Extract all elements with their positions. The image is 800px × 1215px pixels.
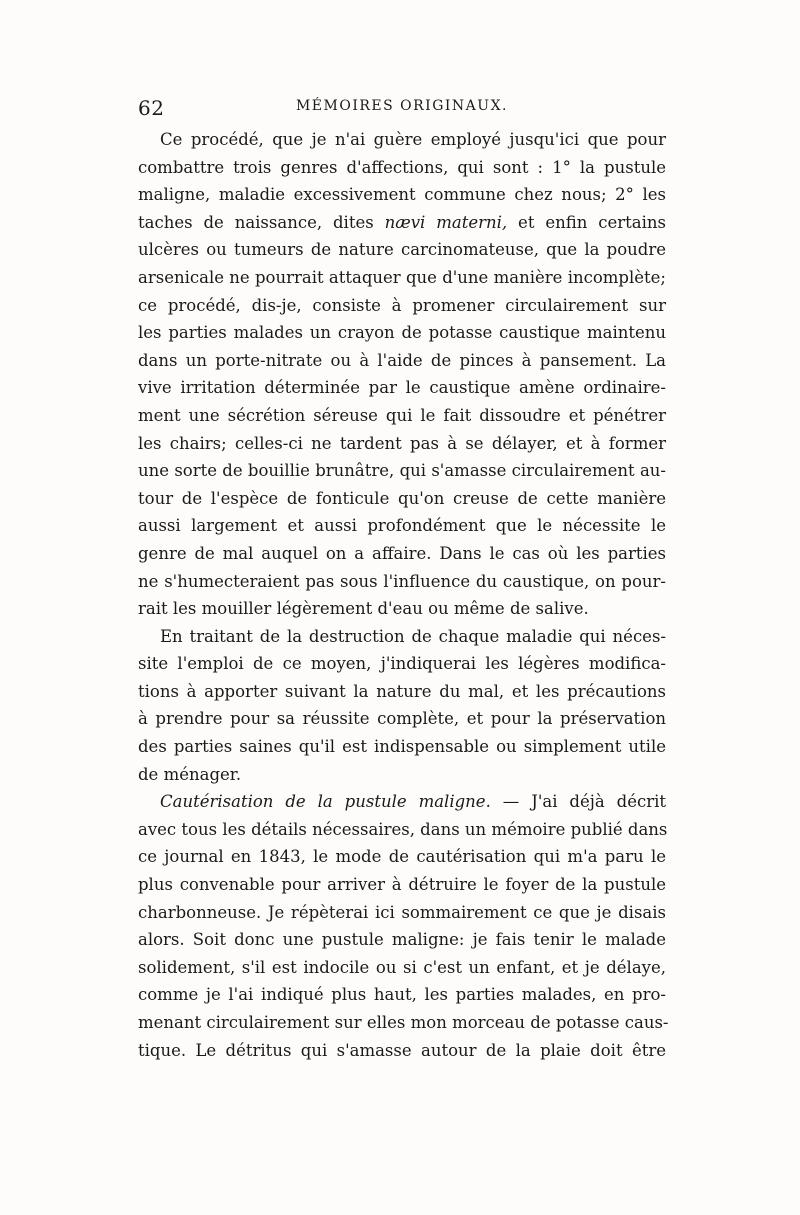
text-line: combattre trois genres d'affections, qui sont : 1° la pustule (138, 157, 666, 177)
text-line: menant circulairement sur elles mon morceau de potasse caus- (138, 1013, 669, 1032)
text-line: tions à apporter suivant la nature du mal, et les précautions (138, 681, 666, 701)
text-line: ne s'humecteraient pas sous l'influence du caustique, on pour- (138, 571, 666, 591)
text-line: une sorte de bouillie brunâtre, qui s'amasse circulairement au- (138, 461, 666, 481)
text-line: de ménager. (138, 764, 242, 784)
text-line: les chairs; celles-ci ne tardent pas à se délayer, et à former (138, 433, 666, 453)
text-line: à prendre pour sa réussite complète, et pour la préservation (138, 709, 666, 729)
text-line: vive irritation déterminée par le caustique amène ordinaire- (138, 378, 666, 398)
text-line: genre de mal auquel on a affaire. Dans le cas où les parties (138, 543, 666, 563)
text-line: ulcères ou tumeurs de nature carcinomateuse, que la poudre (138, 240, 666, 260)
page-number: 62 (138, 96, 165, 120)
page-header (138, 96, 666, 120)
paragraph-2 (138, 623, 666, 789)
text-line: tique. Le détritus qui s'amasse autour de la plaie doit être (138, 1040, 666, 1060)
text-line: ce procédé, dis-je, consiste à promener circulairement sur (138, 295, 666, 315)
text-line (138, 788, 666, 816)
text-line: rait les mouiller légèrement d'eau ou même de salive. (138, 599, 589, 619)
text-line: tour de l'espèce de fonticule qu'on creuse de cette manière (138, 488, 666, 508)
text-line: solidement, s'il est indocile ou si c'est un enfant, et je délaye, (138, 957, 666, 977)
text-line: arsenicale ne pourrait attaquer que d'une manière incomplète; (138, 267, 666, 287)
text-line: site l'emploi de ce moyen, j'indiquerai les légères modifica- (138, 654, 666, 674)
text-line: les parties malades un crayon de potasse caustique maintenu (138, 323, 666, 343)
paragraph-3 (138, 788, 669, 1064)
text-line: En traitant de la destruction de chaque maladie qui néces- (160, 626, 666, 646)
text-line: Ce procédé, que je n'ai guère employé jusqu'ici que pour (160, 130, 666, 149)
text-line: dans un porte-nitrate ou à l'aide de pinces à pansement. La (138, 350, 666, 370)
text-line: charbonneuse. Je répèterai ici sommairement ce que je disais (138, 902, 666, 922)
text-line: avec tous les détails nécessaires, dans un mémoire publié dans (138, 819, 668, 839)
text-line: des parties saines qu'il est indispensable ou simplement utile (138, 737, 666, 757)
section-heading: Cautérisation de la pustule maligne. (160, 792, 491, 812)
text-line: maligne, maladie excessivement commune chez nous; 2° les (138, 185, 666, 205)
text-segment: taches de naissance, dites (138, 212, 385, 232)
paragraph-1 (138, 126, 666, 623)
text-line (138, 209, 666, 237)
running-title: MÉMOIRES ORIGINAUX. (295, 98, 509, 114)
page-body (138, 126, 669, 1064)
text-line: comme je l'ai indiqué plus haut, les parties malades, en pro- (138, 985, 666, 1005)
text-segment: — J'ai déjà décrit (490, 792, 666, 812)
text-segment: et enfin certains (507, 212, 667, 232)
text-line: aussi largement et aussi profondément que le nécessite le (138, 516, 666, 536)
text-line: ment une sécrétion séreuse qui le fait dissoudre et pénétrer (138, 405, 666, 425)
text-line: alors. Soit donc une pustule maligne: je fais tenir le malade (138, 930, 666, 950)
latin-term: nævi materni, (384, 212, 508, 232)
text-line: ce journal en 1843, le mode de cautérisation qui m'a paru le (138, 847, 666, 867)
text-line: plus convenable pour arriver à détruire le foyer de la pustule (138, 875, 666, 895)
